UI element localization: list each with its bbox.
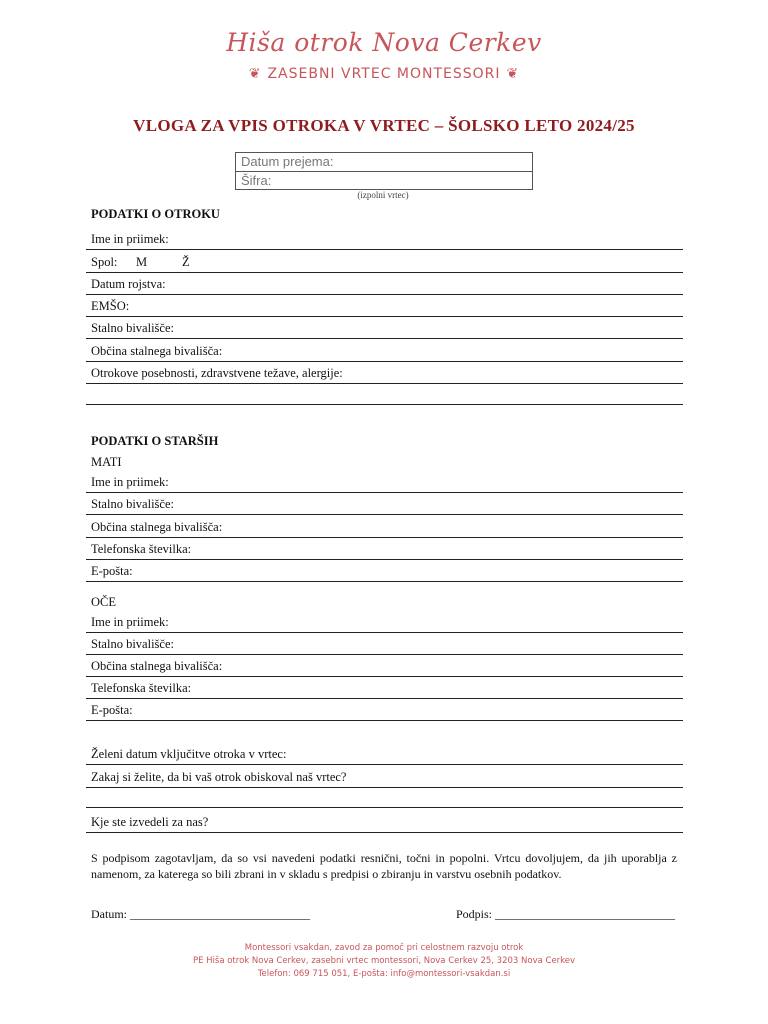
father-email-field[interactable] — [86, 700, 683, 721]
source-label: Kje ste izvedeli za nas? — [91, 815, 209, 829]
child-address-field[interactable] — [86, 318, 683, 339]
start-date-label: Želeni datum vključitve otroka v vrtec: — [91, 747, 287, 761]
child-section-heading: PODATKI O OTROKU — [91, 207, 220, 221]
child-emso-field[interactable] — [86, 296, 683, 317]
child-name-field[interactable] — [86, 229, 683, 250]
sex-option-f[interactable]: Ž — [182, 255, 190, 269]
sex-option-m[interactable]: M — [136, 255, 148, 269]
father-email-label: E-pošta: — [91, 703, 133, 717]
child-sex-label: Spol: — [91, 255, 118, 269]
why-label: Zakaj si želite, da bi vaš otrok obiskoval naš vrtec? — [91, 770, 347, 784]
father-phone-field[interactable] — [86, 678, 683, 699]
father-phone-label: Telefonska številka: — [91, 681, 192, 695]
source-field[interactable] — [86, 812, 683, 833]
child-name-label: Ime in priimek: — [91, 232, 169, 246]
father-name-field[interactable] — [86, 612, 683, 633]
code-field[interactable]: Šifra: — [241, 172, 272, 188]
mother-email-field[interactable] — [86, 561, 683, 582]
mother-email-label: E-pošta: — [91, 564, 133, 578]
child-municipality-label: Občina stalnega bivališča: — [91, 344, 223, 358]
mother-phone-field[interactable] — [86, 539, 683, 560]
child-sex-field[interactable] — [86, 252, 683, 273]
footer-line-3: Telefon: 069 715 051, E-pošta: info@montessori-vsakdan.si — [257, 969, 511, 979]
logo-subtitle — [0, 66, 768, 82]
child-special-needs-field[interactable] — [86, 363, 683, 384]
father-municipality-label: Občina stalnega bivališča: — [91, 659, 223, 673]
sprig-right-icon: ❦ — [506, 66, 520, 82]
father-name-label: Ime in priimek: — [91, 615, 169, 629]
mother-municipality-label: Občina stalnega bivališča: — [91, 520, 223, 534]
parents-section-heading: PODATKI O STARŠIH — [91, 434, 219, 448]
mother-name-label: Ime in priimek: — [91, 475, 169, 489]
received-date-field[interactable]: Datum prejema: — [236, 153, 532, 172]
child-special-needs-label: Otrokove posebnosti, zdravstvene težave, alergije: — [91, 366, 343, 380]
why-field[interactable] — [86, 767, 683, 788]
logo-subtitle-text: ZASEBNI VRTEC MONTESSORI — [267, 66, 501, 82]
date-signature-line[interactable]: Datum: ______________________________ — [91, 907, 310, 921]
father-address-field[interactable] — [86, 634, 683, 655]
mother-address-label: Stalno bivališče: — [91, 497, 174, 511]
document-title: VLOGA ZA VPIS OTROKA V VRTEC – ŠOLSKO LETO 2024/25 — [133, 116, 635, 135]
why-extra-line[interactable] — [86, 806, 683, 808]
mother-phone-label: Telefonska številka: — [91, 542, 192, 556]
footer-line-1: Montessori vsakdan, zavod za pomoč pri celostnem razvoju otrok — [244, 943, 524, 953]
child-special-needs-extra-line[interactable] — [86, 403, 683, 405]
start-date-field[interactable] — [86, 744, 683, 765]
father-municipality-field[interactable] — [86, 656, 683, 677]
mother-name-field[interactable] — [86, 472, 683, 493]
child-emso-label: EMŠO: — [91, 299, 130, 313]
mother-heading: MATI — [91, 455, 122, 469]
footer-line-2: PE Hiša otrok Nova Cerkev, zasebni vrtec montessori, Nova Cerkev 25, 3203 Nova Cerkev — [192, 956, 576, 966]
mother-municipality-field[interactable] — [86, 517, 683, 538]
father-address-label: Stalno bivališče: — [91, 637, 174, 651]
footer — [0, 942, 768, 981]
logo-title: Hiša otrok Nova Cerkev — [226, 28, 542, 57]
child-address-label: Stalno bivališče: — [91, 321, 174, 335]
child-municipality-field[interactable] — [86, 341, 683, 362]
consent-statement: S podpisom zagotavljam, da so vsi navedeni podatki resnični, točni in popolni. Vrtcu dovoljujem, da jih uporablja z namenom, za katerega so bili zbrani in v skladu s predpisi o zbiranju in varstvu osebnih podatkov. — [91, 851, 677, 881]
office-use-box — [235, 152, 533, 190]
child-dob-label: Datum rojstva: — [91, 277, 166, 291]
signature-line[interactable]: Podpis: ______________________________ — [456, 907, 676, 921]
mother-address-field[interactable] — [86, 494, 683, 515]
sprig-left-icon: ❦ — [248, 66, 262, 82]
office-use-note: (izpolni vrtec) — [357, 190, 409, 200]
father-heading: OČE — [91, 595, 116, 609]
child-dob-field[interactable] — [86, 274, 683, 295]
